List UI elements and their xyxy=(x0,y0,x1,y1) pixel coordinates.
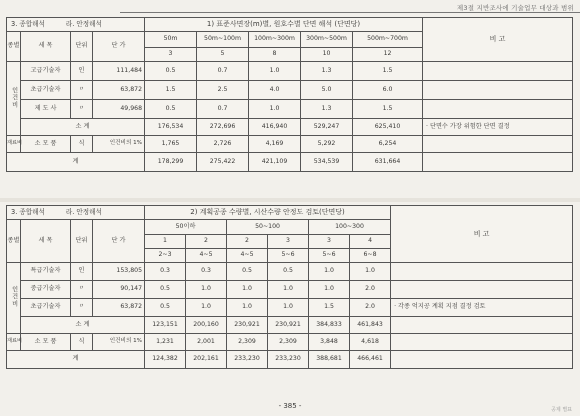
cell: 230,921 xyxy=(268,317,309,334)
cell: 5,292 xyxy=(301,136,353,153)
cell: 0.7 xyxy=(197,100,249,119)
row-unit: 식 xyxy=(71,136,93,153)
cell: 123,151 xyxy=(145,317,186,334)
subsection-title: 라. 안정해석 xyxy=(65,208,102,217)
cell: 1.3 xyxy=(301,100,353,119)
remark-cell xyxy=(391,317,573,334)
cell: 0.3 xyxy=(145,263,186,281)
group-label-labor: 인건비 xyxy=(10,286,18,308)
cell: 1,765 xyxy=(145,136,197,153)
cell: 275,422 xyxy=(197,153,249,172)
row-unit: 인 xyxy=(71,263,93,281)
range-header: 100m~300m xyxy=(249,32,301,48)
cell: 233,230 xyxy=(268,351,309,369)
row-price: 90,147 xyxy=(93,281,145,299)
count-header: 8 xyxy=(249,48,301,62)
count-header: 3 xyxy=(309,235,350,249)
count-header: 1 xyxy=(145,235,186,249)
cell: 2.0 xyxy=(350,281,391,299)
count-header: 2 xyxy=(227,235,268,249)
remark-cell xyxy=(391,263,573,281)
cell: 2.0 xyxy=(350,299,391,317)
col-header-price: 단 가 xyxy=(93,220,145,263)
cell: 233,230 xyxy=(227,351,268,369)
cell: 202,161 xyxy=(186,351,227,369)
subrange-header: 5~6 xyxy=(309,249,350,263)
header-rule xyxy=(120,12,580,13)
row-price: 인건비의 1% xyxy=(93,334,145,351)
cell: 5.0 xyxy=(301,81,353,100)
cell: 1.0 xyxy=(186,281,227,299)
col-header-price: 단 가 xyxy=(93,32,145,62)
table-slope-analysis xyxy=(6,17,573,172)
row-unit: 〃 xyxy=(71,81,93,100)
row-price: 153,805 xyxy=(93,263,145,281)
cell: 0.5 xyxy=(145,281,186,299)
subtotal-label: 소 계 xyxy=(21,119,145,136)
remark-header: 비 고 xyxy=(391,206,573,263)
cell: 2,309 xyxy=(268,334,309,351)
total-label: 계 xyxy=(7,351,145,369)
count-header: 3 xyxy=(145,48,197,62)
remark-cell xyxy=(423,62,573,81)
cell: 176,534 xyxy=(145,119,197,136)
range-header: 300m~500m xyxy=(301,32,353,48)
cell: 4,169 xyxy=(249,136,301,153)
cell: 1.0 xyxy=(249,62,301,81)
footer-note: 공제 별표 xyxy=(551,407,572,413)
remark-cell xyxy=(423,100,573,119)
cell: 534,539 xyxy=(301,153,353,172)
count-header: 3 xyxy=(268,235,309,249)
row-unit: 〃 xyxy=(71,299,93,317)
row-unit: 〃 xyxy=(71,281,93,299)
range-header: 50~100 xyxy=(227,220,309,235)
cell: 2,726 xyxy=(197,136,249,153)
count-header: 4 xyxy=(350,235,391,249)
row-item: 제 도 사 xyxy=(21,100,71,119)
range-header: 50m xyxy=(145,32,197,48)
total-label: 계 xyxy=(7,153,145,172)
page-gap xyxy=(0,198,580,202)
row-price: 49,968 xyxy=(93,100,145,119)
range-header: 500m~700m xyxy=(353,32,423,48)
range-header: 50m~100m xyxy=(197,32,249,48)
table-stability-review xyxy=(6,205,573,369)
subtotal-label: 소 계 xyxy=(21,317,145,334)
col-header-unit: 단위 xyxy=(71,220,93,263)
cell: 1.3 xyxy=(301,62,353,81)
cell: 0.5 xyxy=(268,263,309,281)
count-header: 5 xyxy=(197,48,249,62)
group-label-material: 재료비 xyxy=(7,334,21,351)
col-header-group: 종별 xyxy=(7,220,21,263)
row-item: 초급기술자 xyxy=(21,81,71,100)
cell: 4.0 xyxy=(249,81,301,100)
cell: 1.0 xyxy=(268,281,309,299)
remark-cell xyxy=(391,351,573,369)
cell: 4,618 xyxy=(350,334,391,351)
cell: 384,833 xyxy=(309,317,350,334)
cell: 0.5 xyxy=(145,299,186,317)
col-header-group: 종별 xyxy=(7,32,21,62)
cell: 0.7 xyxy=(197,62,249,81)
cell: 3,848 xyxy=(309,334,350,351)
remark-cell xyxy=(391,334,573,351)
row-unit: 인 xyxy=(71,62,93,81)
cell: 625,410 xyxy=(353,119,423,136)
cell: 1.5 xyxy=(145,81,197,100)
cell: 0.5 xyxy=(227,263,268,281)
col-header-unit: 단위 xyxy=(71,32,93,62)
cell: 416,940 xyxy=(249,119,301,136)
range-header: 50이하 xyxy=(145,220,227,235)
row-item: 고급기술자 xyxy=(21,62,71,81)
running-head: 제3절 지반조사에 기술업무 대상과 범위 xyxy=(456,4,574,12)
cell: 1.0 xyxy=(350,263,391,281)
remark-text: · 단면수 가장 위험한 단면 결정 xyxy=(423,119,573,136)
subrange-header: 4~5 xyxy=(227,249,268,263)
cell: 1.0 xyxy=(268,299,309,317)
col-header-item: 세 목 xyxy=(21,32,71,62)
cell: 1,231 xyxy=(145,334,186,351)
section-title: 3. 종합해석 xyxy=(11,208,45,217)
subrange-header: 2~3 xyxy=(145,249,186,263)
count-header: 12 xyxy=(353,48,423,62)
remark-text: · 각종 억지공 계획 지점 결정 검토 xyxy=(391,299,573,317)
row-item: 소 모 품 xyxy=(21,136,71,153)
row-unit: 식 xyxy=(71,334,93,351)
cell: 200,160 xyxy=(186,317,227,334)
row-item: 특급기술자 xyxy=(21,263,71,281)
count-header: 10 xyxy=(301,48,353,62)
remark-cell xyxy=(423,153,573,172)
subrange-header: 5~6 xyxy=(268,249,309,263)
cell: 0.3 xyxy=(186,263,227,281)
cell: 1.5 xyxy=(353,100,423,119)
cell: 1.0 xyxy=(227,281,268,299)
subsection-title: 라. 안정해석 xyxy=(65,20,102,29)
cell: 2.5 xyxy=(197,81,249,100)
cell: 124,382 xyxy=(145,351,186,369)
remark-cell xyxy=(423,81,573,100)
col-header-item: 세 목 xyxy=(21,220,71,263)
cell: 1.0 xyxy=(309,263,350,281)
cell: 2,309 xyxy=(227,334,268,351)
group-label-labor: 인건비 xyxy=(10,86,18,109)
cell: 1.0 xyxy=(227,299,268,317)
subrange-header: 4~5 xyxy=(186,249,227,263)
remark-cell xyxy=(391,281,573,299)
table-title: 1) 표준사면장(m)별, 원호수별 단면 해석 (단면당) xyxy=(145,18,423,32)
cell: 631,664 xyxy=(353,153,423,172)
remark-cell xyxy=(423,136,573,153)
remark-header: 비 고 xyxy=(423,18,573,62)
cell: 461,843 xyxy=(350,317,391,334)
range-header: 100~300 xyxy=(309,220,391,235)
section-title: 3. 종합해석 xyxy=(11,20,45,29)
cell: 6,254 xyxy=(353,136,423,153)
cell: 0.5 xyxy=(145,62,197,81)
cell: 178,299 xyxy=(145,153,197,172)
cell: 1.5 xyxy=(353,62,423,81)
row-item: 중급기술자 xyxy=(21,281,71,299)
cell: 6.0 xyxy=(353,81,423,100)
cell: 1.0 xyxy=(309,281,350,299)
cell: 0.5 xyxy=(145,100,197,119)
row-price: 인건비의 1% xyxy=(93,136,145,153)
table-title: 2) 계획공종 수량별, 시산수량 안정도 검토(단면당) xyxy=(145,206,391,220)
page-number: - 385 - xyxy=(278,402,302,410)
group-label-material: 재료비 xyxy=(7,136,21,153)
row-price: 63,872 xyxy=(93,299,145,317)
row-price: 111,484 xyxy=(93,62,145,81)
subrange-header: 6~8 xyxy=(350,249,391,263)
cell: 1.0 xyxy=(186,299,227,317)
cell: 272,696 xyxy=(197,119,249,136)
cell: 2,001 xyxy=(186,334,227,351)
row-price: 63,872 xyxy=(93,81,145,100)
cell: 466,461 xyxy=(350,351,391,369)
row-unit: 〃 xyxy=(71,100,93,119)
cell: 230,921 xyxy=(227,317,268,334)
row-item: 소 모 품 xyxy=(21,334,71,351)
cell: 388,681 xyxy=(309,351,350,369)
row-item: 초급기술자 xyxy=(21,299,71,317)
cell: 1.0 xyxy=(249,100,301,119)
count-header: 2 xyxy=(186,235,227,249)
cell: 529,247 xyxy=(301,119,353,136)
cell: 421,109 xyxy=(249,153,301,172)
cell: 1.5 xyxy=(309,299,350,317)
